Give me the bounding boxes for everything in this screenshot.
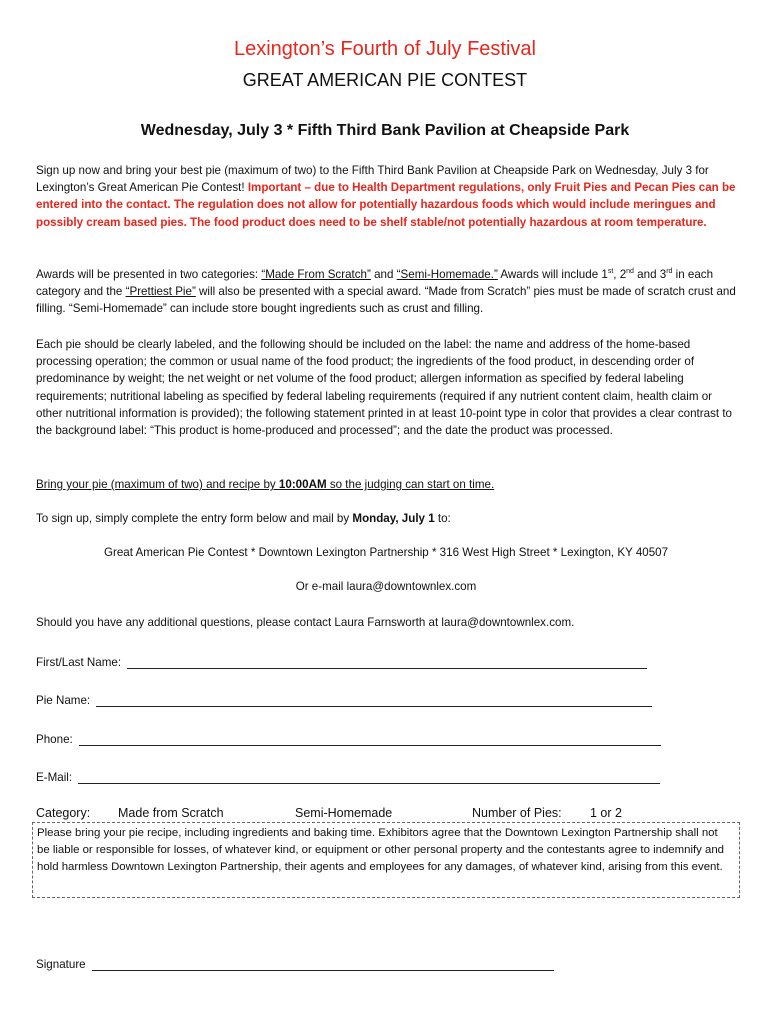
pie-name-label: Pie Name: [36, 694, 91, 707]
pie-name-field-row [36, 692, 652, 707]
awards-paragraph [36, 266, 736, 318]
signature-row [36, 956, 554, 971]
intro-paragraph [36, 162, 736, 231]
signature-label: Signature [36, 958, 86, 971]
name-label: First/Last Name: [36, 656, 122, 669]
mailing-address: Great American Pie Contest * Downtown Lexington Partnership * 316 West High Street * Lexington, KY 40507 [103, 546, 669, 559]
category-made-from-scratch: “Made From Scratch” [261, 268, 371, 281]
awards-text: and [370, 268, 397, 281]
awards-text: , 2 [613, 268, 627, 281]
bring-text: Bring your pie (maximum of two) and recipe by [36, 478, 279, 491]
awards-text: will also be presented with a special award. “Made from Scratch” pies must be made of scratch crust and filling. “Semi-Homemade” can include store bought ingredients such as crust and filling. [36, 285, 736, 316]
contest-title: GREAT AMERICAN PIE CONTEST [242, 70, 528, 90]
awards-text: and 3 [633, 268, 667, 281]
bring-text: so the judging can start on time. [326, 478, 495, 491]
category-semi-homemade: “Semi-Homemade.” [396, 268, 498, 281]
name-field[interactable] [127, 654, 647, 669]
number-of-pies-label: Number of Pies: [472, 806, 562, 820]
email-alternative: Or e-mail laura@downtownlex.com [295, 580, 477, 593]
disclaimer-box [32, 822, 740, 898]
category-label: Category: [36, 806, 91, 820]
signup-deadline: Monday, July 1 [352, 512, 435, 525]
signup-instructions [36, 510, 736, 527]
pie-name-field[interactable] [96, 692, 652, 707]
signup-text: to: [434, 512, 451, 525]
email-label: E-Mail: [36, 771, 73, 784]
questions-contact: Should you have any additional questions, please contact Laura Farnsworth at laura@downtownlex.com. [36, 616, 575, 629]
intro-text: Sign up now and bring your best pie (maximum of two) to the Fifth Third Bank Pavilion at Cheapside Park on Wednesday, July 3 for Lexington’s Great American Pie Contest! [36, 164, 709, 195]
ordinal-suffix: rd [666, 268, 673, 276]
phone-field-row [36, 731, 661, 746]
signature-field[interactable] [92, 956, 554, 971]
phone-label: Phone: [36, 733, 73, 746]
category-option-semi-homemade[interactable]: Semi-Homemade [295, 806, 393, 820]
awards-text: in each category and the [36, 268, 714, 299]
bring-pie-notice [36, 476, 736, 493]
labeling-paragraph: Each pie should be clearly labeled, and the following should be included on the label: the name and address of the home-based processing operation; the common or usual name of the food product; the ingredients of the food product, in descending order of predominance by weight; the net weight or net volume of the food product; allergen information as specified by federal labeling requirements; nutritional labeling as specified by federal labeling requirements (required if any nutrient content claim, health claim or other nutritional information is provided); the following statement printed in at least 10-point type in color that provides a clear contrast to the background label: “This product is home-produced and processed”; and the date the product was processed. [36, 338, 732, 438]
event-subtitle: Wednesday, July 3 * Fifth Third Bank Pavilion at Cheapside Park [140, 122, 630, 139]
awards-text: Awards will be presented in two categories: [36, 268, 262, 281]
phone-field[interactable] [79, 731, 661, 746]
name-field-row [36, 654, 647, 669]
category-option-scratch[interactable]: Made from Scratch [118, 806, 224, 820]
email-field[interactable] [78, 769, 660, 784]
prettiest-pie-award: “Prettiest Pie” [125, 285, 196, 299]
awards-text: Awards will include 1 [497, 268, 608, 281]
email-field-row [36, 769, 660, 784]
festival-title: Lexington’s Fourth of July Festival [233, 38, 536, 60]
drop-off-time: 10:00AM [278, 478, 327, 491]
ordinal-suffix: st [607, 268, 614, 276]
signup-text: To sign up, simply complete the entry form below and mail by [36, 512, 353, 525]
disclaimer-text: Please bring your pie recipe, including ingredients and baking time. Exhibitors agree that the Downtown Lexington Partnership shall not be liable or responsible for losses, of whatever kind, or equipment or other personal property and the contestants agree to indemnify and hold harmless Downtown Lexington Partnership, their agents and employees for any damages, of whatever kind, arising from this event. [37, 827, 725, 874]
ordinal-suffix: nd [626, 268, 634, 276]
number-of-pies-value[interactable]: 1 or 2 [590, 806, 622, 820]
important-notice: Important – due to Health Department regulations, only Fruit Pies and Pecan Pies can be entered into the contact. The regulation does not allow for potentially hazardous foods which would include meringues and possibly cream based pies. The food product does need to be shelf stable/not potentially hazardous at room temperature. [36, 181, 736, 229]
